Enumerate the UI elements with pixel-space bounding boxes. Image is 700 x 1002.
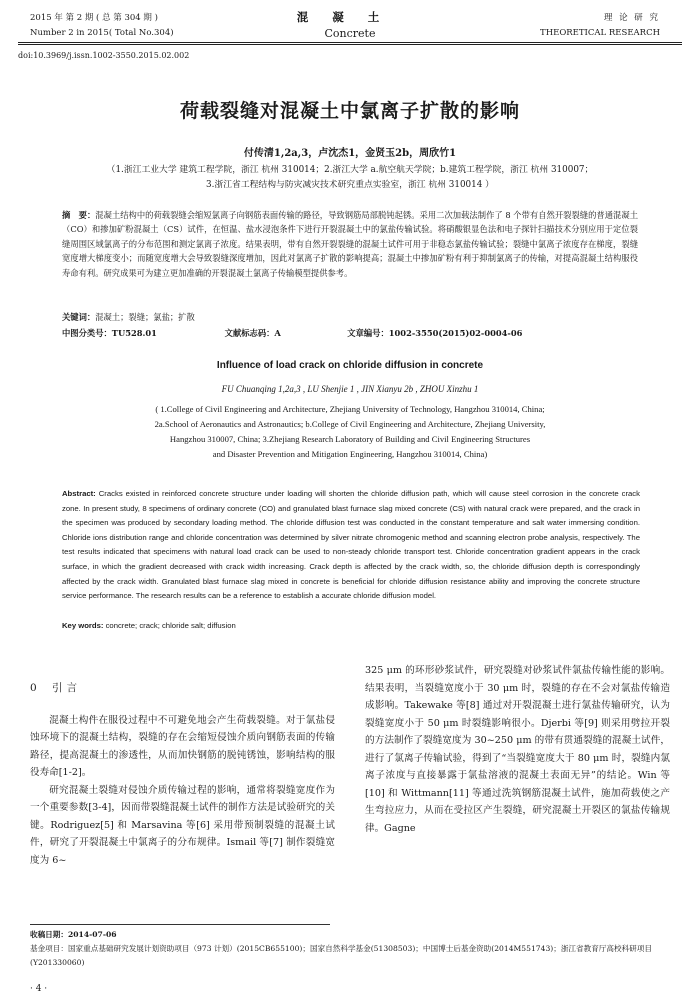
paragraph: 325 μm 的环形砂浆试件，研究裂缝对砂浆试件氯盐传输性能的影响。结果表明，当裂缝宽度小于 30 μm 时，裂缝的存在不会对氯盐传输造成影响。Takewake 等[8] 通过对开裂混凝土进行氯盐传输研究，认为裂缝宽度小于 50 μm 时裂缝影响很小。Djerbi 等[9] 则采用劈拉开裂的方法制作了裂缝宽度为 30~250 μm 的带有贯通裂缝的混凝土试件，进行了氯离子传输试验，得到了“当裂缝宽度大于 80 μm 时，裂缝内氯离子浓度与直接暴露于氯盐溶液的混凝土表面无异”的结论。Win 等[10] 和 Wittmann[11] 等通过洗筑钢筋混凝土试件，施加荷载使之产生弯拉应力，从而在受拉区产生裂缝，研究混凝土开裂区的氯盐传输规律。Gagne (365, 665, 670, 834)
fund-info: 基金项目：国家重点基础研究发展计划资助项目（973 计划）(2015CB655100)；国家自然科学基金(51308503)；中国博士后基金资助(2014M551743)；浙江省教育厅高校科研项目(Y201330060) (30, 944, 652, 967)
keywords-cn: 关键词：混凝土；裂缝；氯盐；扩散 (62, 312, 195, 322)
issue-info-cn: 2015 年 第 2 期 ( 总 第 304 期 ) (30, 13, 158, 23)
footnote-rule (30, 924, 330, 925)
abstract-en-label: Abstract: (62, 489, 96, 498)
header-rule (18, 42, 682, 43)
article-number: 文章编号：1002-3550(2015)02-0004-06 (347, 328, 523, 338)
paper-title-cn: 荷载裂缝对混凝土中氯离子扩散的影响 (179, 100, 520, 122)
authors-cn: 付传清1,2a,3，卢沈杰1，金贤玉2b，周欣竹1 (243, 148, 457, 159)
clc-number: 中图分类号：TU528.01 (62, 328, 157, 338)
paper-title-en: Influence of load crack on chloride diffusion in concrete (216, 360, 484, 371)
document-code: 文献标志码：A (224, 328, 281, 338)
affiliation-line: 3.浙江省工程结构与防灾减灾技术研究重点实验室，浙江 杭州 310014 ） (206, 180, 494, 190)
journal-name-cn: 混凝土 (296, 10, 404, 24)
header-rule-2 (18, 44, 682, 45)
doi: doi:10.3969/j.issn.1002-3550.2015.02.002 (18, 51, 190, 60)
keywords-en: Key words: concrete; crack; chloride salt; diffusion (62, 621, 236, 630)
authors-en: FU Chuanqing 1,2a,3 , LU Shenjie 1 , JIN Xianyu 2b , ZHOU Xinzhu 1 (221, 384, 479, 394)
left-column (30, 662, 335, 869)
received-date: 收稿日期：2014-07-06 (30, 930, 117, 939)
section-label-cn: 理 论 研 究 (603, 13, 660, 23)
paragraph: 混凝土构件在服役过程中不可避免地会产生荷载裂缝。对于氯盐侵蚀环境下的混凝土结构，裂缝的存在会缩短侵蚀介质向钢筋表面的传输路径，提高混凝土的渗透性，从而加快钢筋的脱钝锈蚀，影响结构的服役寿命[1-2]。 (30, 714, 335, 778)
affiliation-line: and Disaster Prevention and Mitigation Engineering, Hangzhou 310014, China) (212, 449, 488, 459)
page-number: · 4 · (30, 984, 48, 994)
section-number: 0 (30, 682, 37, 694)
affiliations-cn (30, 163, 670, 193)
affiliation-line: ( 1.College of Civil Engineering and Architecture, Zhejiang University of Technology, Hangzhou 310014, China; (155, 404, 545, 414)
abstract-cn-label: 摘 要： (62, 210, 96, 220)
abstract-en (62, 487, 640, 604)
issue-info-en: Number 2 in 2015( Total No.304) (30, 28, 174, 38)
affiliation-line: 2a.School of Aeronautics and Astronautics; b.College of Civil Engineering and Architecture, Zhejiang University, (154, 419, 546, 429)
abstract-cn (62, 208, 638, 280)
affiliation-line: Hangzhou 310007, China; 3.Zhejiang Research Laboratory of Building and Civil Engineering Structures (169, 434, 531, 444)
section-heading (30, 680, 335, 698)
classification-row (62, 327, 638, 339)
section-label-en: THEORETICAL RESEARCH (540, 28, 660, 38)
section-title: 引言 (52, 682, 81, 694)
abstract-cn-text: 混凝土结构中的荷载裂缝会缩短氯离子向钢筋表面传输的路径，导致钢筋局部脱钝起锈。采用二次加载法制作了 8 个带有自然开裂裂缝的普通混凝土（CO）和掺加矿粉混凝土（CS）试件，在恒温、盐水浸泡条件下进行开裂混凝土中的氯盐传输试验。将硝酸银显色法和电子探针扫描技术分别应用于定位裂缝周围区域氯离子的分布范围和测定氯离子浓度。结果表明，带有自然开裂裂缝的混凝土试件可用于非稳态氯盐传输试验；裂缝中氯离子浓度存在梯度，裂缝宽度增大梯度变小；而随宽度增大会导致裂缝深度增加，因此对氯离子扩散的影响提高；混凝土中掺加矿粉有利于抑制氯离子的传输，对提高混凝土结构服役寿命有利。研究成果可为建立更加准确的开裂混凝土氯离子传输模型提供参考。 (62, 210, 638, 278)
journal-name-en: Concrete (324, 27, 376, 40)
affiliation-line: （1.浙江工业大学 建筑工程学院，浙江 杭州 310014；2.浙江大学 a.航空航天学院；b.建筑工程学院，浙江 杭州 310007； (106, 165, 594, 175)
abstract-en-text: Cracks existed in reinforced concrete structure under loading will shorten the chloride diffusion path, which will cause steel corrosion in the concrete crack zone. In present study, 8 specimens of ordinary concrete (CO) and granulated blast furnace slag mixed concrete (CS) with natural crack were prepared, and the crack in the specimen was produced by secondary loading method. The chloride diffusion test was conducted in the constant temperature and salt water immersing condition. Chloride ions distribution range and chloride concentration was determined by silver nitrate chromogenic method and scanning electron probe analysis, respectively. The test results indicated that specimens with natural load crack can be used to non-steady chloride transport test. Chloride concentration gradient appears in the crack surface, in which the gradient decreased with crack width increasing. Crack depth is affected by the crack width, so, the chloride diffusion depth is correspondingly affected by the crack width. Granulated blast furnace slag mixed in concrete is beneficial for chloride diffusion resistance ability and improving the concrete structure service performance. The research results can be a reference to establish a accurate chloride diffusion model. (62, 489, 640, 601)
affiliations-en (30, 402, 670, 462)
paragraph: 研究混凝土裂缝对侵蚀介质传输过程的影响，通常将裂缝宽度作为一个重要参数[3-4]，因而带裂缝混凝土试件的制作方法是试验研究的关键。Rodriguez[5] 和 Marsavina 等[6] 采用带预制裂缝的混凝土试件，研究了开裂混凝土中氯离子的分布规律。Ismail 等[7] 制作裂缝宽度为 6~ (30, 784, 335, 866)
footnotes (30, 928, 670, 970)
right-column (365, 662, 670, 837)
